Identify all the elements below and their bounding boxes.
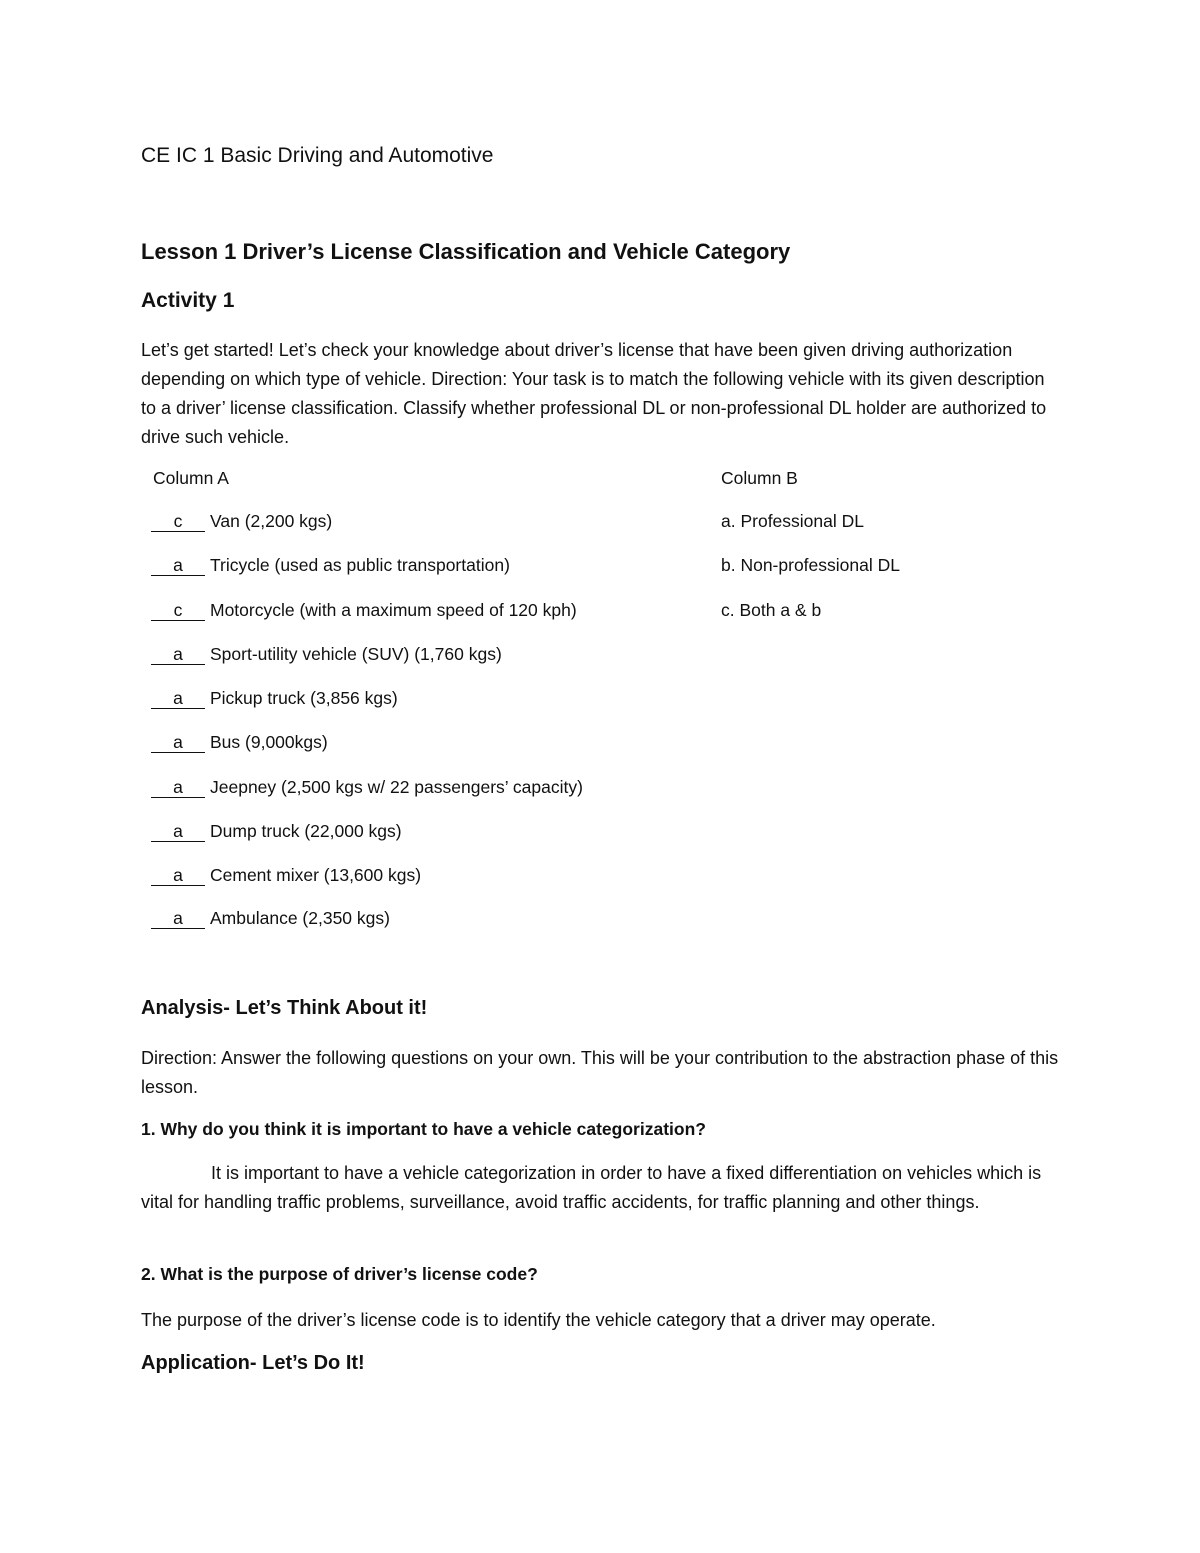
vehicle-description: Van (2,200 kgs) — [210, 511, 333, 531]
matching-item — [151, 644, 502, 665]
course-title: CE IC 1 Basic Driving and Automotive — [141, 144, 494, 167]
lesson-title: Lesson 1 Driver’s License Classification and Vehicle Category — [141, 239, 791, 264]
matching-item — [151, 908, 390, 929]
option-professional: a. Professional DL — [721, 511, 864, 531]
matching-answer: a — [151, 733, 205, 753]
column-b-header: Column B — [721, 468, 798, 488]
vehicle-description: Dump truck (22,000 kgs) — [210, 821, 402, 841]
vehicle-description: Cement mixer (13,600 kgs) — [210, 865, 422, 885]
matching-answer: a — [151, 822, 205, 842]
matching-answer: a — [151, 645, 205, 665]
vehicle-description: Tricycle (used as public transportation) — [210, 555, 510, 575]
matching-answer: a — [151, 909, 205, 929]
vehicle-description: Pickup truck (3,856 kgs) — [210, 688, 398, 708]
matching-item — [151, 777, 583, 798]
matching-item — [151, 555, 510, 576]
matching-answer: c — [151, 601, 205, 621]
application-heading: Application- Let’s Do It! — [141, 1352, 365, 1374]
matching-answer: a — [151, 556, 205, 576]
matching-item — [151, 600, 577, 621]
matching-item — [151, 732, 328, 753]
vehicle-description: Motorcycle (with a maximum speed of 120 kph) — [210, 600, 577, 620]
vehicle-description: Jeepney (2,500 kgs w/ 22 passengers’ capacity) — [210, 777, 583, 797]
matching-answer: a — [151, 866, 205, 886]
question-1: 1. Why do you think it is important to have a vehicle categorization? — [141, 1119, 706, 1139]
analysis-direction: Direction: Answer the following questions on your own. This will be your contribution to the abstraction phase of this lesson. — [141, 1048, 1059, 1097]
matching-item — [151, 511, 332, 532]
vehicle-description: Sport-utility vehicle (SUV) (1,760 kgs) — [210, 644, 502, 664]
answer-2: The purpose of the driver’s license code is to identify the vehicle category that a driver may operate. — [141, 1310, 936, 1330]
analysis-heading: Analysis- Let’s Think About it! — [141, 997, 428, 1019]
vehicle-description: Bus (9,000kgs) — [210, 732, 328, 752]
matching-answer: a — [151, 689, 205, 709]
option-non-professional: b. Non-professional DL — [721, 555, 900, 575]
activity-intro: Let’s get started! Let’s check your knowledge about driver’s license that have been given driving authorization depending on which type of vehicle. Direction: Your task is to match the following vehicle with its given description to a driver’ license classification. Classify whether professional DL or non-professional DL holder are authorized to drive such vehicle. — [141, 340, 1047, 447]
matching-answer: a — [151, 778, 205, 798]
option-both: c. Both a & b — [721, 600, 822, 620]
matching-item — [151, 688, 398, 709]
vehicle-description: Ambulance (2,350 kgs) — [210, 908, 390, 928]
matching-answer: c — [151, 512, 205, 532]
column-a-header: Column A — [153, 468, 229, 488]
question-2: 2. What is the purpose of driver’s license code? — [141, 1264, 538, 1284]
matching-item — [151, 865, 421, 886]
matching-item — [151, 821, 402, 842]
answer-1: It is important to have a vehicle categorization in order to have a fixed differentiation on vehicles which is vital for handling traffic problems, surveillance, avoid traffic accidents, for traffic planning and other things. — [141, 1163, 1042, 1212]
activity-title: Activity 1 — [141, 289, 235, 312]
